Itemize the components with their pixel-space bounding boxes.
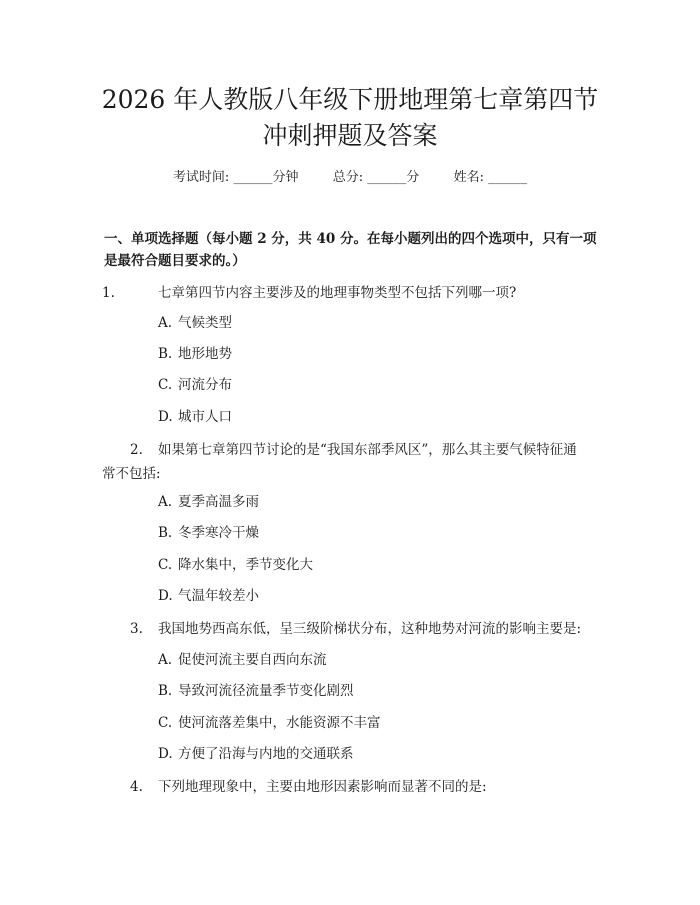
option-1d[interactable]	[158, 407, 232, 427]
time-blank: ______	[233, 170, 273, 185]
option-letter: A.	[158, 315, 173, 331]
option-letter: D.	[158, 409, 173, 425]
option-1c[interactable]	[158, 375, 232, 395]
score-unit: 分	[406, 170, 420, 185]
question-text: 如果第七章第四节讨论的是“我国东部季风区”，那么其主要气候特征通	[158, 442, 577, 458]
option-text: 夏季高温多雨	[178, 494, 259, 510]
option-letter: B.	[158, 525, 173, 541]
option-text: 冬季寒冷干燥	[178, 525, 259, 541]
option-3c[interactable]	[158, 713, 381, 733]
option-text: 导致河流径流量季节变化剧烈	[178, 683, 354, 699]
option-text: 方便了沿海与内地的交通联系	[178, 746, 354, 762]
option-letter: D.	[158, 588, 173, 604]
score-blank: ______	[367, 170, 407, 185]
option-letter: B.	[158, 683, 173, 699]
option-text: 降水集中，季节变化大	[178, 557, 313, 573]
option-text: 城市人口	[178, 409, 232, 425]
option-2a[interactable]	[158, 492, 259, 512]
option-letter: C.	[158, 557, 173, 573]
question-text: 我国地势西高东低，呈三级阶梯状分布，这种地势对河流的影响主要是:	[158, 621, 582, 637]
option-text: 河流分布	[178, 377, 232, 393]
option-letter: A.	[158, 494, 173, 510]
question-text: 七章第四节内容主要涉及的地理事物类型不包括下列哪一项?	[158, 285, 517, 301]
option-text: 地形地势	[178, 346, 232, 362]
question-number: 2.	[130, 442, 143, 458]
exam-info	[0, 168, 700, 188]
option-3d[interactable]	[158, 744, 354, 764]
option-text: 气候类型	[178, 315, 232, 331]
document-title-line2: 冲刺押题及答案	[262, 121, 438, 150]
option-text: 促使河流主要自西向东流	[178, 652, 327, 668]
question-text: 下列地理现象中，主要由地形因素影响而显著不同的是:	[158, 779, 487, 795]
option-letter: B.	[158, 346, 173, 362]
option-2c[interactable]	[158, 555, 313, 575]
question-3	[130, 617, 600, 641]
option-text: 使河流落差集中，水能资源不丰富	[178, 715, 381, 731]
name-blank: ______	[488, 170, 528, 185]
question-2	[102, 438, 600, 486]
question-4	[130, 775, 600, 799]
question-1	[102, 281, 600, 305]
option-1a[interactable]	[158, 313, 232, 333]
time-label: 考试时间:	[172, 170, 230, 185]
option-2b[interactable]	[158, 523, 259, 543]
question-number: 4.	[130, 779, 143, 795]
option-2d[interactable]	[158, 586, 259, 606]
option-letter: C.	[158, 715, 173, 731]
option-letter: C.	[158, 377, 173, 393]
option-3a[interactable]	[158, 650, 327, 670]
question-number: 3.	[130, 621, 143, 637]
option-3b[interactable]	[158, 681, 354, 701]
time-unit: 分钟	[272, 170, 299, 185]
question-text-cont: 常不包括:	[102, 466, 161, 482]
name-label: 姓名:	[453, 170, 484, 185]
option-letter: D.	[158, 746, 173, 762]
section-heading-line2: 是最符合题目要求的。）	[104, 253, 246, 269]
option-1b[interactable]	[158, 344, 232, 364]
score-label: 总分:	[332, 170, 364, 185]
section-heading-line1: 一、单项选择题（每小题 2 分，共 40 分。在每小题列出的四个选项中，只有一项	[104, 231, 597, 247]
question-number: 1.	[102, 285, 115, 301]
option-text: 气温年较差小	[178, 588, 259, 604]
section-heading	[104, 228, 604, 272]
document-title-line1: 2026 年人教版八年级下册地理第七章第四节	[101, 85, 599, 114]
option-letter: A.	[158, 652, 173, 668]
